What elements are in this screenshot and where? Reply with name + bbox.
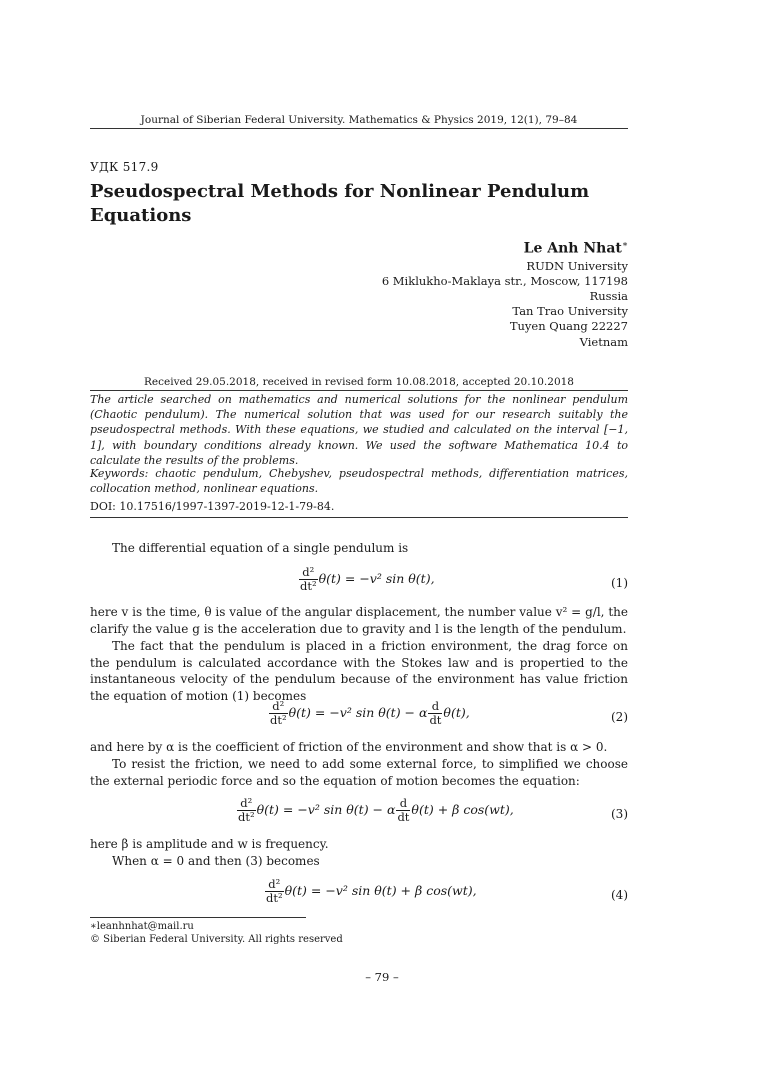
equation-1-body: $\frac{\text{d²}}{\text{dt²}}$ θ(t) = −v² sin θ(t), (300, 565, 435, 593)
page-number: – 79 – (365, 970, 399, 984)
equation-4 (90, 878, 628, 912)
second-derivative-operator: $\frac{\text{d²}}{\text{dt²}}$ (238, 796, 255, 824)
equation-2-body: $\frac{\text{d²}}{\text{dt²}}$ θ(t) = −v² sin θ(t) − α $\frac{d}{dt}$ θ(t), (270, 699, 470, 727)
affiliation-line: Tan Trao University (512, 304, 628, 318)
udk-code: УДК 517.9 (90, 160, 159, 174)
body-paragraph-4: and here by α is the coefficient of friction of the environment and show that is α > 0. (90, 740, 608, 754)
author-footnote-mark: ∗ (621, 240, 628, 250)
equation-number: (2) (611, 710, 628, 724)
equation-3 (90, 797, 628, 831)
equation-4-body: $\frac{\text{d²}}{\text{dt²}}$ θ(t) = −v² sin θ(t) + β cos(wt), (266, 877, 477, 905)
second-derivative-operator: $\frac{\text{d²}}{\text{dt²}}$ (266, 877, 283, 905)
equation-2 (90, 700, 628, 734)
equation-number: (4) (611, 888, 628, 902)
affiliation-line: Russia (589, 289, 628, 303)
received-dates: Received 29.05.2018, received in revised form 10.08.2018, accepted 20.10.2018 (144, 376, 574, 388)
doi: DOI: 10.17516/1997-1397-2019-12-1-79-84. (90, 500, 335, 513)
equation-1 (90, 566, 628, 600)
author-name-text: Le Anh Nhat (523, 240, 622, 257)
equation-number: (3) (611, 807, 628, 821)
abstract-bottom-rule (90, 517, 628, 518)
footnote-email: ∗leanhnhat@mail.ru (90, 921, 194, 932)
affiliation-line: 6 Miklukho-Maklaya str., Moscow, 117198 (381, 274, 628, 288)
affiliation-line: RUDN University (526, 259, 628, 273)
header-rule (90, 128, 628, 129)
keywords-text: chaotic pendulum, Chebyshev, pseudospectral methods, differentiation matrices, collocation method, nonlinear equations. (90, 467, 628, 496)
paper-title: Pseudospectral Methods for Nonlinear Pendulum Equations (90, 181, 590, 226)
equation-number: (1) (611, 576, 628, 590)
body-paragraph-5: To resist the friction, we need to add some external force, to simplified we choose the external periodic force and so the equation of motion becomes the equation: (90, 757, 628, 788)
keywords-lead: Keywords: (90, 467, 149, 480)
body-paragraph-3: The fact that the pendulum is placed in a friction environment, the drag force on the pendulum is calculated accordance with the Stokes law and is propertied to the instantaneous velocity of the pendulum because of the environment has value friction the equation of motion (1) becomes (90, 639, 628, 703)
body-paragraph-1: The differential equation of a single pendulum is (112, 541, 409, 555)
derivative-operator: $\frac{d}{dt}$ (397, 796, 410, 824)
second-derivative-operator: $\frac{\text{d²}}{\text{dt²}}$ (300, 565, 317, 593)
journal-header: Journal of Siberian Federal University. Mathematics & Physics 2019, 12(1), 79–84 (140, 114, 578, 126)
keywords (90, 466, 628, 496)
second-derivative-operator: $\frac{\text{d²}}{\text{dt²}}$ (270, 699, 287, 727)
footnote-copyright: © Siberian Federal University. All rights reserved (90, 934, 343, 945)
abstract-top-rule (90, 390, 628, 391)
author-name (524, 240, 628, 257)
abstract: The article searched on mathematics and numerical solutions for the nonlinear pendulum (Chaotic pendulum). The numerical solution that was used for our research suitably the pseudospectral methods. With these equations, we studied and calculated on the interval [−1, 1], with boundary conditions already known. We used the software Mathematica 10.4 to calculate the results of the problems. (90, 393, 628, 467)
body-paragraph-2: here v is the time, θ is value of the angular displacement, the number value v² = g/l, the clarify the value g is the acceleration due to gravity and l is the length of the pendulum. (90, 605, 628, 636)
affiliation-line: Tuyen Quang 22227 (509, 319, 628, 333)
body-paragraph-7: When α = 0 and then (3) becomes (112, 854, 320, 868)
affiliation-line: Vietnam (579, 335, 628, 349)
footnote-rule (90, 917, 306, 918)
equation-3-body: $\frac{\text{d²}}{\text{dt²}}$ θ(t) = −v² sin θ(t) − α $\frac{d}{dt}$ θ(t) + β cos(wt), (238, 796, 514, 824)
derivative-operator: $\frac{d}{dt}$ (429, 699, 442, 727)
body-paragraph-6: here β is amplitude and w is frequency. (90, 837, 329, 851)
